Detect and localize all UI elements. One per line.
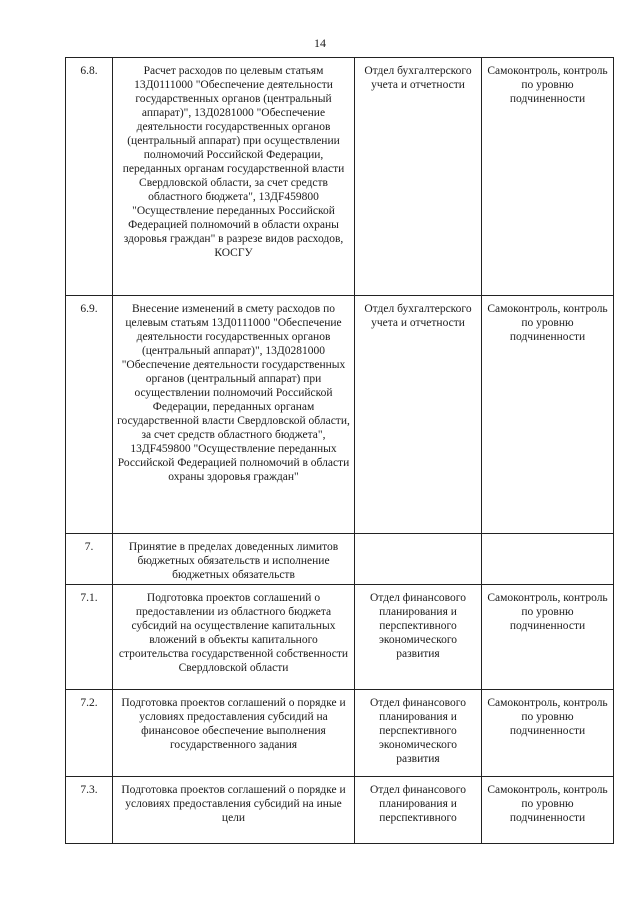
row-number: 7.1. [66,585,113,690]
page-number: 14 [314,36,326,50]
row-department: Отдел финансового планирования и перспективного экономического развития [355,690,482,777]
row-control: Самоконтроль, контроль по уровню подчиненности [482,58,614,296]
table-row [66,58,614,296]
row-description: Внесение изменений в смету расходов по целевым статьям 13Д0111000 "Обеспечение деятельности государственных органов (центральный аппарат)", 13Д0281000 "Обеспечение деятельности государственных органов (центральный аппарат) при осуществлении полномочий Российской Федерации, переданных органам государственной власти Свердловской области, за счет средств областного бюджета", 13ДF459800 "Осуществление переданных Российской Федерацией полномочий в области охраны здоровья граждан" [113,296,355,534]
row-number: 7. [66,534,113,585]
row-department [355,534,482,585]
row-control: Самоконтроль, контроль по уровню подчиненности [482,585,614,690]
row-control [482,534,614,585]
row-description: Подготовка проектов соглашений о порядке и условиях предоставления субсидий на иные цели [113,777,355,844]
row-number: 6.8. [66,58,113,296]
row-department: Отдел бухгалтерского учета и отчетности [355,58,482,296]
row-department: Отдел финансового планирования и перспективного [355,777,482,844]
row-description: Принятие в пределах доведенных лимитов бюджетных обязательств и исполнение бюджетных обязательств [113,534,355,585]
row-description: Подготовка проектов соглашений о предоставлении из областного бюджета субсидий на осуществление капитальных вложений в объекты капитального строительства государственной собственности Свердловской области [113,585,355,690]
table-row [66,534,614,585]
row-description: Расчет расходов по целевым статьям 13Д0111000 "Обеспечение деятельности государственных органов (центральный аппарат)", 13Д0281000 "Обеспечение деятельности государственных органов (центральный аппарат) при осуществлении полномочий Российской Федерации, переданных органам государственной власти Свердловской области, за счет средств областного бюджета", 13ДF459800 "Осуществление переданных Российской Федерацией полномочий в области охраны здоровья граждан" в разрезе видов расходов, КОСГУ [113,58,355,296]
row-number: 7.3. [66,777,113,844]
row-department: Отдел бухгалтерского учета и отчетности [355,296,482,534]
row-number: 7.2. [66,690,113,777]
row-department: Отдел финансового планирования и перспективного экономического развития [355,585,482,690]
row-control: Самоконтроль, контроль по уровню подчиненности [482,690,614,777]
row-control: Самоконтроль, контроль по уровню подчиненности [482,777,614,844]
control-table [65,57,614,844]
table-row [66,296,614,534]
row-description: Подготовка проектов соглашений о порядке и условиях предоставления субсидий на финансовое обеспечение выполнения государственного задания [113,690,355,777]
table-row [66,690,614,777]
row-number: 6.9. [66,296,113,534]
row-control: Самоконтроль, контроль по уровню подчиненности [482,296,614,534]
table-row [66,777,614,844]
table-row [66,585,614,690]
